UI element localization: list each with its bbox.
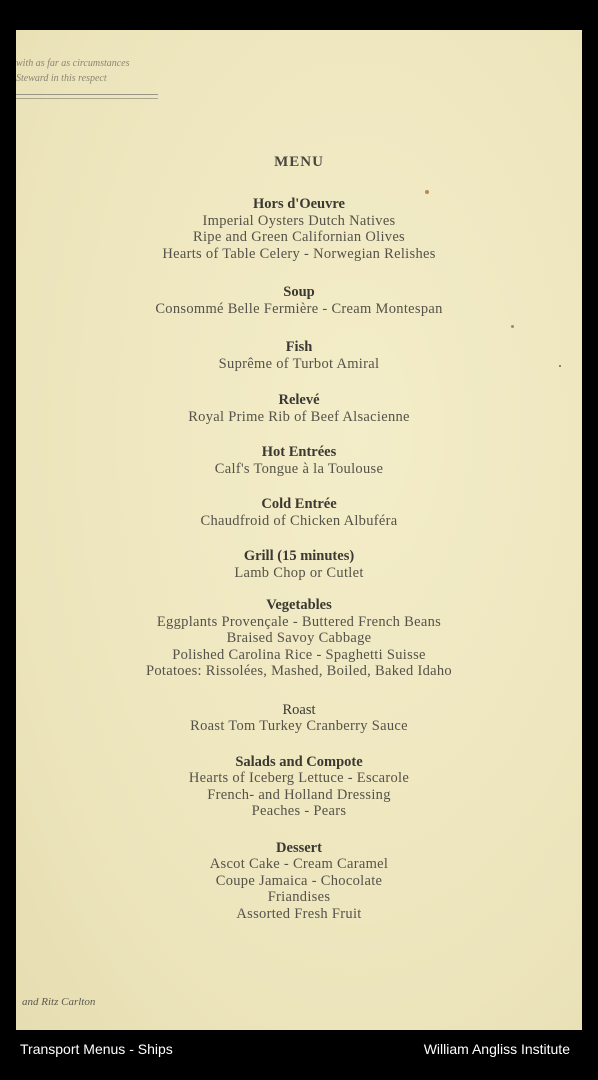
dish-item: Imperial Oysters Dutch Natives — [202, 212, 396, 229]
section-heading: Hors d'Oeuvre — [253, 196, 345, 212]
section-heading: Roast — [282, 701, 316, 718]
section-heading: Grill (15 minutes) — [243, 548, 355, 564]
section-hors-doeuvre — [16, 196, 582, 262]
section-heading: Soup — [283, 284, 315, 300]
dish-item: Chaudfroid of Chicken Albuféra — [200, 512, 398, 529]
section-releve — [16, 392, 582, 425]
dish-item: Royal Prime Rib of Beef Alsacienne — [188, 408, 410, 425]
menu-page — [16, 30, 582, 1030]
section-heading: Fish — [285, 339, 313, 355]
section-heading: Relevé — [278, 392, 320, 408]
dish-item: Consommé Belle Fermière - Cream Montespan — [155, 300, 443, 317]
paper-speck — [559, 365, 561, 367]
section-heading: Dessert — [276, 839, 322, 856]
institution-caption: William Angliss Institute — [423, 1041, 570, 1057]
paper-speck — [511, 325, 514, 328]
dish-item: Roast Tom Turkey Cranberry Sauce — [190, 718, 408, 734]
dish-item: Friandises — [267, 889, 331, 905]
section-salads-compote — [16, 754, 582, 820]
section-vegetables — [16, 597, 582, 680]
dish-item: Calf's Tongue à la Toulouse — [214, 460, 384, 477]
collection-caption: Transport Menus - Ships — [20, 1041, 173, 1057]
dish-item: Assorted Fresh Fruit — [236, 905, 362, 922]
section-roast — [16, 702, 582, 735]
menu-body — [16, 196, 582, 922]
dish-item: French- and Holland Dressing — [207, 786, 391, 803]
dish-item: Ascot Cake - Cream Caramel — [209, 856, 389, 872]
dish-item: Lamb Chop or Cutlet — [234, 564, 364, 581]
section-heading: Salads and Compote — [235, 753, 363, 770]
dish-item: Coupe Jamaica - Chocolate — [215, 872, 383, 889]
header-divider — [16, 94, 158, 95]
header-note — [16, 56, 158, 86]
header-note-line-1: with as far as circumstances — [16, 58, 130, 69]
section-dessert — [16, 840, 582, 923]
dish-item: Hearts of Iceberg Lettuce - Escarole — [188, 770, 410, 786]
section-heading: Vegetables — [266, 597, 332, 613]
dish-item: Braised Savoy Cabbage — [226, 630, 372, 646]
section-hot-entrees — [16, 444, 582, 477]
dish-item: Ripe and Green Californian Olives — [192, 229, 406, 245]
section-soup — [16, 284, 582, 317]
header-note-line-2: Steward in this respect — [16, 73, 107, 84]
dish-item: Hearts of Table Celery - Norwegian Relishes — [162, 245, 436, 262]
section-fish — [16, 339, 582, 372]
dish-item: Eggplants Provençale - Buttered French Beans — [156, 613, 442, 630]
dish-item: Suprême of Turbot Amiral — [218, 355, 380, 372]
section-grill — [16, 548, 582, 581]
menu-title: MENU — [274, 154, 324, 170]
footer-note: and Ritz Carlton — [22, 996, 96, 1008]
section-cold-entree — [16, 496, 582, 529]
dish-item: Potatoes: Rissolées, Mashed, Boiled, Baked Idaho — [146, 663, 452, 679]
section-heading: Hot Entrées — [261, 444, 337, 460]
dish-item: Peaches - Pears — [251, 803, 347, 819]
header-divider-secondary — [16, 98, 158, 99]
dish-item: Polished Carolina Rice - Spaghetti Suisse — [172, 646, 426, 663]
section-heading: Cold Entrée — [261, 496, 337, 512]
paper-speck — [425, 190, 429, 194]
